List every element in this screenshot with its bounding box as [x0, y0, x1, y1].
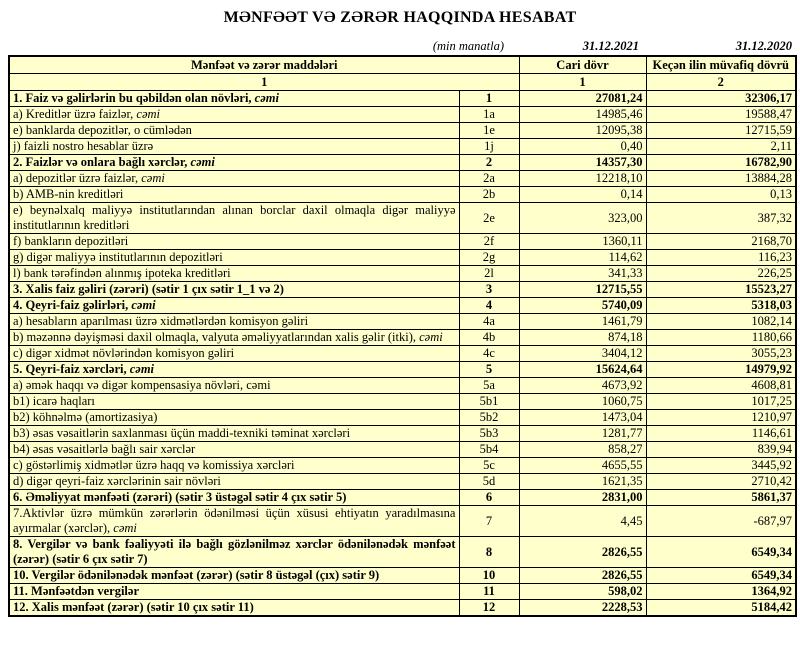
- value-current: 858,27: [519, 442, 646, 458]
- value-current: 1360,11: [519, 234, 646, 250]
- value-current: 598,02: [519, 584, 646, 600]
- table-row: [9, 568, 796, 584]
- value-previous: 116,23: [646, 250, 796, 266]
- row-code: 1e: [459, 123, 519, 139]
- row-label-italic-suffix: cəmi: [419, 330, 443, 344]
- table-row: [9, 506, 796, 537]
- value-current: 15624,64: [519, 362, 646, 378]
- col-header-previous: Keçən ilin müvafiq dövrü: [646, 56, 796, 74]
- value-current: 3404,12: [519, 346, 646, 362]
- row-label: e) banklarda depozitlər, o cümlədən: [9, 123, 459, 139]
- row-label: 5. Qeyri-faiz xərcləri, cəmi: [9, 362, 459, 378]
- value-previous: 13884,28: [646, 171, 796, 187]
- value-previous: 19588,47: [646, 107, 796, 123]
- value-previous: -687,97: [646, 506, 796, 537]
- col-header-current: Cari dövr: [519, 56, 646, 74]
- table-row: [9, 490, 796, 506]
- row-label: g) digər maliyyə institutlarının depozitləri: [9, 250, 459, 266]
- value-current: 323,00: [519, 203, 646, 234]
- value-current: 1621,35: [519, 474, 646, 490]
- table-row: [9, 458, 796, 474]
- row-code: 2l: [459, 266, 519, 282]
- value-previous: 1017,25: [646, 394, 796, 410]
- row-label-italic-suffix: cəmi: [113, 521, 137, 535]
- row-code: 5d: [459, 474, 519, 490]
- table-row: [9, 474, 796, 490]
- row-label: b4) əsas vəsaitlərlə bağlı sair xərclər: [9, 442, 459, 458]
- value-current: 2826,55: [519, 568, 646, 584]
- row-code: 3: [459, 282, 519, 298]
- row-label-italic-suffix: cəmi: [190, 155, 215, 169]
- col-number-items: 1: [9, 74, 519, 91]
- row-code: 2a: [459, 171, 519, 187]
- table-row: [9, 584, 796, 600]
- row-label: 11. Mənfəətdən vergilər: [9, 584, 459, 600]
- row-label: d) digər qeyri-faiz xərclərinin sair növləri: [9, 474, 459, 490]
- row-code: 2b: [459, 187, 519, 203]
- value-previous: 15523,27: [646, 282, 796, 298]
- value-current: 874,18: [519, 330, 646, 346]
- value-current: 0,14: [519, 187, 646, 203]
- row-label: b2) köhnəlmə (amortizasiya): [9, 410, 459, 426]
- value-current: 12218,10: [519, 171, 646, 187]
- row-code: 2e: [459, 203, 519, 234]
- date-current: 31.12.2021: [582, 39, 639, 53]
- value-current: 341,33: [519, 266, 646, 282]
- row-code: 11: [459, 584, 519, 600]
- table-row: [9, 91, 796, 107]
- row-code: 1j: [459, 139, 519, 155]
- value-current: 2228,53: [519, 600, 646, 617]
- row-label: a) hesabların aparılması üzrə xidmətlərdən komisyon gəliri: [9, 314, 459, 330]
- value-previous: 1180,66: [646, 330, 796, 346]
- value-previous: 12715,59: [646, 123, 796, 139]
- value-previous: 3445,92: [646, 458, 796, 474]
- value-current: 1473,04: [519, 410, 646, 426]
- row-label: a) Kreditlər üzrə faizlər, cəmi: [9, 107, 459, 123]
- value-current: 1060,75: [519, 394, 646, 410]
- row-code: 4a: [459, 314, 519, 330]
- table-row: [9, 155, 796, 171]
- table-row: [9, 394, 796, 410]
- row-label: c) göstərlimiş xidmətlər üzrə haqq və komissiya xərcləri: [9, 458, 459, 474]
- row-label: 12. Xalis mənfəət (zərər) (sətir 10 çıx sətir 11): [9, 600, 459, 617]
- table-row: [9, 410, 796, 426]
- row-code: 2: [459, 155, 519, 171]
- table-row: [9, 442, 796, 458]
- value-previous: 839,94: [646, 442, 796, 458]
- row-label-italic-suffix: cəmi: [136, 107, 160, 121]
- row-label-italic-suffix: cəmi: [254, 91, 279, 105]
- row-label: c) digər xidmət növlərindən komisyon gəliri: [9, 346, 459, 362]
- row-label: f) bankların depozitləri: [9, 234, 459, 250]
- table-row: [9, 346, 796, 362]
- value-previous: 387,32: [646, 203, 796, 234]
- row-code: 2f: [459, 234, 519, 250]
- table-row: [9, 234, 796, 250]
- row-code: 5b2: [459, 410, 519, 426]
- report-table: [8, 55, 797, 617]
- row-code: 5b4: [459, 442, 519, 458]
- row-label: 3. Xalis faiz gəliri (zərəri) (sətir 1 çıx sətir 1_1 və 2): [9, 282, 459, 298]
- row-label: a) əmək haqqı və digər kompensasiya növləri, cəmi: [9, 378, 459, 394]
- value-current: 5740,09: [519, 298, 646, 314]
- table-row: [9, 171, 796, 187]
- row-code: 5b3: [459, 426, 519, 442]
- value-previous: 1082,14: [646, 314, 796, 330]
- subtitle-row: [0, 39, 795, 54]
- value-current: 0,40: [519, 139, 646, 155]
- value-previous: 2168,70: [646, 234, 796, 250]
- row-label-italic-suffix: cəmi: [141, 171, 165, 185]
- value-previous: 2,11: [646, 139, 796, 155]
- row-code: 5a: [459, 378, 519, 394]
- row-label: b1) icarə haqları: [9, 394, 459, 410]
- value-current: 4673,92: [519, 378, 646, 394]
- value-previous: 1210,97: [646, 410, 796, 426]
- row-code: 5c: [459, 458, 519, 474]
- row-code: 10: [459, 568, 519, 584]
- col-number-current: 1: [519, 74, 646, 91]
- row-code: 1: [459, 91, 519, 107]
- table-row: [9, 298, 796, 314]
- row-code: 2g: [459, 250, 519, 266]
- table-row: [9, 266, 796, 282]
- value-current: 14357,30: [519, 155, 646, 171]
- col-header-items: Mənfəət və zərər maddələri: [9, 56, 519, 74]
- table-row: [9, 250, 796, 266]
- report-title: MƏNFƏƏT VƏ ZƏRƏR HAQQINDA HESABAT: [223, 9, 577, 26]
- row-code: 4: [459, 298, 519, 314]
- row-code: 6: [459, 490, 519, 506]
- row-label: b) AMB-nin kreditləri: [9, 187, 459, 203]
- header-row-numbers: [9, 74, 796, 91]
- table-row: [9, 362, 796, 378]
- value-previous: 5318,03: [646, 298, 796, 314]
- value-current: 4,45: [519, 506, 646, 537]
- row-label: e) beynəlxalq maliyyə institutlarından alınan borclar daxil olmaqla digər maliyyə institutlarının kreditləri: [9, 203, 459, 234]
- value-previous: 2710,42: [646, 474, 796, 490]
- value-current: 27081,24: [519, 91, 646, 107]
- row-code: 1a: [459, 107, 519, 123]
- row-label: b) məzənnə dəyişməsi daxil olmaqla, valyuta əməliyyatlarından xalis gəlir (itki), cəmi: [9, 330, 459, 346]
- value-previous: 14979,92: [646, 362, 796, 378]
- value-current: 12095,38: [519, 123, 646, 139]
- row-code: 7: [459, 506, 519, 537]
- col-number-previous: 2: [646, 74, 796, 91]
- value-current: 14985,46: [519, 107, 646, 123]
- value-current: 1461,79: [519, 314, 646, 330]
- row-label: 2. Faizlər və onlara bağlı xərclər, cəmi: [9, 155, 459, 171]
- row-code: 5b1: [459, 394, 519, 410]
- value-previous: 3055,23: [646, 346, 796, 362]
- row-label: l) bank tərəfindən alınmış ipoteka kreditləri: [9, 266, 459, 282]
- value-previous: 226,25: [646, 266, 796, 282]
- value-previous: 1146,61: [646, 426, 796, 442]
- row-code: 4b: [459, 330, 519, 346]
- date-previous: 31.12.2020: [735, 39, 792, 53]
- value-current: 4655,55: [519, 458, 646, 474]
- value-previous: 4608,81: [646, 378, 796, 394]
- value-current: 1281,77: [519, 426, 646, 442]
- table-row: [9, 203, 796, 234]
- row-code: 12: [459, 600, 519, 617]
- value-previous: 32306,17: [646, 91, 796, 107]
- row-code: 5: [459, 362, 519, 378]
- value-previous: 6549,34: [646, 568, 796, 584]
- table-row: [9, 123, 796, 139]
- row-label: b3) əsas vəsaitlərin saxlanması üçün maddi-texniki təminat xərcləri: [9, 426, 459, 442]
- table-row: [9, 378, 796, 394]
- value-previous: 1364,92: [646, 584, 796, 600]
- table-row: [9, 282, 796, 298]
- row-code: 8: [459, 537, 519, 568]
- row-label-italic-suffix: cəmi: [129, 362, 155, 376]
- table-row: [9, 314, 796, 330]
- value-current: 2826,55: [519, 537, 646, 568]
- row-label: a) depozitlər üzrə faizlər, cəmi: [9, 171, 459, 187]
- row-label: 7.Aktivlər üzrə mümkün zərərlərin ödənilməsi üçün xüsusi ehtiyatın yaradılmasına ayırmalar (xərclər), cəmi: [9, 506, 459, 537]
- value-previous: 0,13: [646, 187, 796, 203]
- row-label: 4. Qeyri-faiz gəlirləri, cəmi: [9, 298, 459, 314]
- table-row: [9, 107, 796, 123]
- table-row: [9, 187, 796, 203]
- table-row: [9, 426, 796, 442]
- row-label: 6. Əməliyyat mənfəəti (zərəri) (sətir 3 üstəgəl sətir 4 çıx sətir 5): [9, 490, 459, 506]
- table-row: [9, 537, 796, 568]
- value-previous: 16782,90: [646, 155, 796, 171]
- value-previous: 5861,37: [646, 490, 796, 506]
- row-label: 10. Vergilər ödənilənədək mənfəət (zərər) (sətir 8 üstəgəl (çıx) sətir 9): [9, 568, 459, 584]
- table-row: [9, 139, 796, 155]
- value-current: 12715,55: [519, 282, 646, 298]
- value-current: 114,62: [519, 250, 646, 266]
- row-label: j) faizli nostro hesablar üzrə: [9, 139, 459, 155]
- value-previous: 5184,42: [646, 600, 796, 617]
- row-label: 8. Vergilər və bank fəaliyyəti ilə bağlı gözlənilməz xərclər ödənilənədək mənfəət (zərər) (sətir 6 çıx sətir 7): [9, 537, 459, 568]
- table-row: [9, 600, 796, 617]
- value-previous: 6549,34: [646, 537, 796, 568]
- header-row-labels: [9, 56, 796, 74]
- table-row: [9, 330, 796, 346]
- unit-note: (min manatla): [432, 39, 504, 53]
- row-label: 1. Faiz və gəlirlərin bu qəbildən olan növləri, cəmi: [9, 91, 459, 107]
- row-code: 4c: [459, 346, 519, 362]
- row-label-italic-suffix: cəmi: [131, 298, 156, 312]
- value-current: 2831,00: [519, 490, 646, 506]
